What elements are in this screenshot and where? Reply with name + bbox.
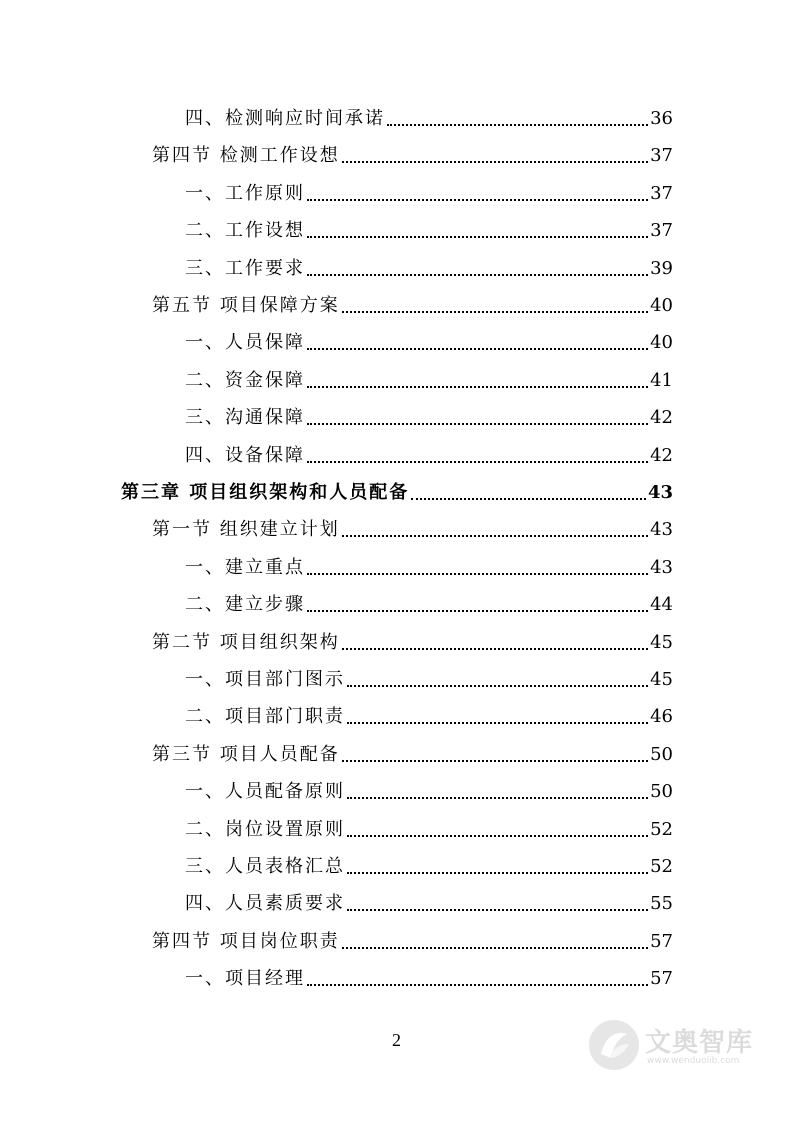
toc-entry-title: 一、工作原则 bbox=[185, 182, 305, 204]
toc-dot-leader bbox=[411, 498, 646, 500]
toc-dot-leader bbox=[347, 722, 648, 724]
toc-entry-page: 43 bbox=[650, 556, 673, 578]
toc-dot-leader bbox=[342, 648, 648, 650]
watermark bbox=[587, 1018, 757, 1074]
toc-entry-title: 四、设备保障 bbox=[185, 444, 305, 466]
toc-entry-page: 45 bbox=[650, 631, 673, 653]
toc-entry[interactable] bbox=[185, 255, 673, 283]
toc-dot-leader bbox=[342, 161, 648, 163]
toc-dot-leader bbox=[342, 947, 648, 949]
toc-entry[interactable] bbox=[185, 890, 673, 918]
toc-entry[interactable] bbox=[152, 142, 673, 170]
toc-entry[interactable] bbox=[152, 516, 673, 544]
toc-dot-leader bbox=[307, 274, 648, 276]
toc-dot-leader bbox=[307, 386, 648, 388]
toc-dot-leader bbox=[347, 797, 648, 799]
page-number: 2 bbox=[392, 1030, 401, 1050]
toc-entry[interactable] bbox=[152, 629, 673, 657]
toc-entry-title: 三、工作要求 bbox=[185, 257, 305, 279]
toc-entry-page: 50 bbox=[650, 781, 673, 803]
toc-entry-title: 第五节 项目保障方案 bbox=[152, 295, 340, 316]
toc-entry-title: 二、项目部门职责 bbox=[185, 706, 345, 728]
toc-entry[interactable] bbox=[185, 591, 673, 619]
toc-entry[interactable] bbox=[185, 666, 673, 694]
toc-dot-leader bbox=[347, 872, 648, 874]
toc-entry-page: 43 bbox=[650, 519, 673, 541]
toc-dot-leader bbox=[307, 199, 648, 201]
toc-entry-title: 二、建立步骤 bbox=[185, 594, 305, 616]
toc-entry[interactable] bbox=[185, 404, 673, 432]
toc-entry-page: 42 bbox=[650, 407, 673, 429]
toc-entry[interactable] bbox=[185, 180, 673, 208]
toc-entry-page: 39 bbox=[650, 257, 673, 279]
toc-entry-page: 37 bbox=[650, 145, 673, 167]
toc-entry-page: 52 bbox=[650, 818, 673, 840]
toc-entry-page: 40 bbox=[650, 332, 673, 354]
toc-entry[interactable] bbox=[152, 741, 673, 769]
toc-dot-leader bbox=[307, 573, 648, 575]
toc-entry-page: 57 bbox=[650, 930, 673, 952]
toc-dot-leader bbox=[342, 535, 648, 537]
watermark-url: www.wenduolib.com bbox=[647, 1056, 740, 1066]
toc-dot-leader bbox=[347, 685, 648, 687]
toc-entry[interactable] bbox=[185, 329, 673, 357]
toc-dot-leader bbox=[387, 124, 648, 126]
toc-entry-page: 44 bbox=[650, 594, 673, 616]
toc-entry-page: 37 bbox=[650, 220, 673, 242]
toc-entry[interactable] bbox=[185, 778, 673, 806]
toc-entry[interactable] bbox=[185, 965, 673, 993]
toc-entry-title: 第一节 组织建立计划 bbox=[152, 519, 340, 541]
toc-dot-leader bbox=[307, 423, 648, 425]
toc-entry-title: 三、沟通保障 bbox=[185, 407, 305, 429]
toc-entry[interactable] bbox=[152, 928, 673, 956]
toc-entry-title: 二、资金保障 bbox=[185, 369, 305, 391]
toc-entry-page: 50 bbox=[650, 743, 673, 765]
toc-dot-leader bbox=[307, 236, 648, 238]
toc-entry[interactable] bbox=[185, 217, 673, 245]
toc-entry[interactable] bbox=[185, 554, 673, 582]
toc-entry-page: 41 bbox=[650, 369, 673, 391]
wenduo-logo-icon bbox=[587, 1018, 641, 1072]
toc-entry-title: 第三节 项目人员配备 bbox=[152, 743, 340, 765]
toc-entry-title: 四、检测响应时间承诺 bbox=[185, 108, 385, 129]
toc-entry-page: 46 bbox=[650, 706, 673, 728]
toc-entry-page: 36 bbox=[650, 108, 673, 129]
toc-entry-page: 40 bbox=[650, 295, 673, 316]
toc-dot-leader bbox=[342, 311, 648, 313]
toc-entry[interactable] bbox=[152, 292, 673, 320]
toc-entry[interactable] bbox=[185, 816, 673, 844]
toc-entry-page: 42 bbox=[650, 444, 673, 466]
toc-entry-page: 43 bbox=[647, 482, 673, 503]
toc-entry-title: 一、人员配备原则 bbox=[185, 781, 345, 803]
toc-entry-title: 三、人员表格汇总 bbox=[185, 856, 345, 877]
toc-dot-leader bbox=[307, 984, 648, 986]
toc-entry-title: 一、项目部门图示 bbox=[185, 669, 345, 690]
watermark-name: 文奥智库 bbox=[645, 1028, 754, 1058]
toc-entry[interactable] bbox=[121, 479, 673, 507]
toc-entry-title: 第四节 检测工作设想 bbox=[152, 145, 340, 167]
toc-dot-leader bbox=[342, 760, 648, 762]
toc-entry[interactable] bbox=[185, 367, 673, 395]
toc-dot-leader bbox=[347, 909, 648, 911]
toc-entry-title: 二、岗位设置原则 bbox=[185, 818, 345, 840]
toc-dot-leader bbox=[307, 348, 648, 350]
toc-dot-leader bbox=[307, 461, 648, 463]
toc-entry[interactable] bbox=[185, 442, 673, 470]
toc-dot-leader bbox=[347, 835, 648, 837]
toc-entry-page: 37 bbox=[650, 182, 673, 204]
toc-entry-page: 55 bbox=[650, 893, 673, 915]
toc-entry[interactable] bbox=[185, 703, 673, 731]
toc-entry-title: 一、项目经理 bbox=[185, 968, 305, 990]
toc-entry-title: 一、人员保障 bbox=[185, 332, 305, 354]
toc-entry-page: 57 bbox=[650, 968, 673, 990]
toc-dot-leader bbox=[307, 610, 648, 612]
toc-entry[interactable] bbox=[185, 105, 673, 133]
toc-entry-title: 二、工作设想 bbox=[185, 220, 305, 242]
toc-entry[interactable] bbox=[185, 853, 673, 881]
toc-entry-title: 四、人员素质要求 bbox=[185, 893, 345, 915]
toc-entry-title: 第二节 项目组织架构 bbox=[152, 631, 340, 653]
toc-entry-title: 第四节 项目岗位职责 bbox=[152, 930, 340, 952]
toc-entry-title: 一、建立重点 bbox=[185, 556, 305, 578]
toc-entry-title: 第三章 项目组织架构和人员配备 bbox=[121, 482, 410, 503]
toc-entry-page: 45 bbox=[650, 669, 673, 690]
toc-entry-page: 52 bbox=[650, 856, 673, 877]
